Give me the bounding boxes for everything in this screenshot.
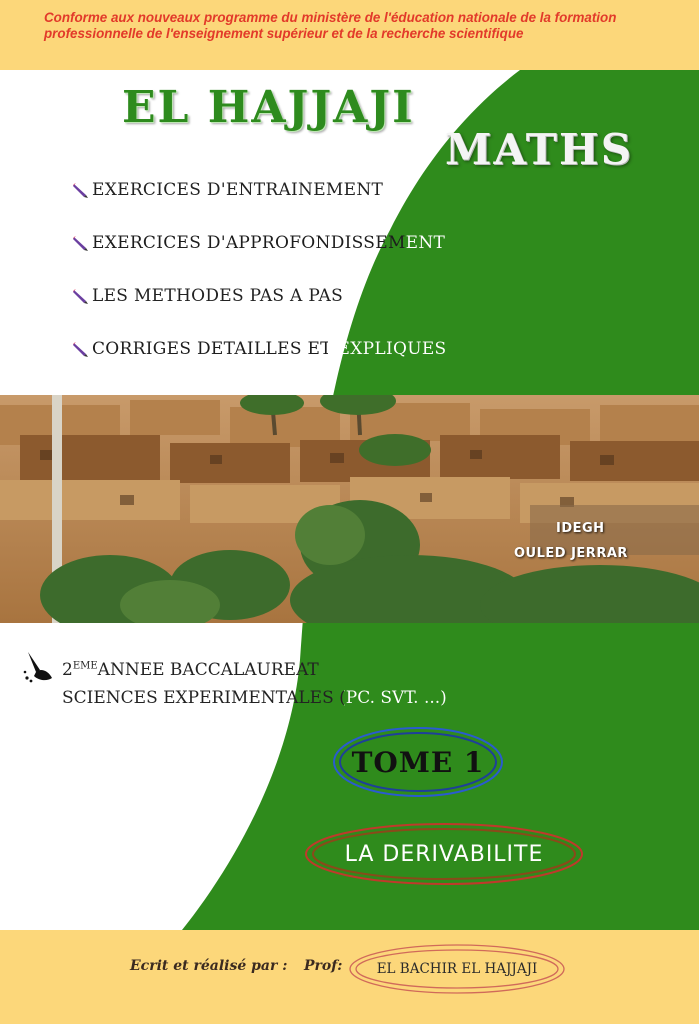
- chapter-badge: [304, 822, 584, 886]
- writing-hand-icon: [22, 648, 58, 684]
- photo-location-line-1: IDEGH: [556, 521, 605, 536]
- pen-icon: [72, 181, 90, 199]
- author-name: EL BACHIR EL HAJJAJI: [376, 961, 538, 977]
- chapter-title: LA DERIVABILITE: [344, 841, 544, 867]
- level-label: ANNEE BACCALAUREAT: [97, 660, 319, 680]
- prof-label: Prof:: [304, 958, 343, 974]
- level-line-2: SCIENCES EXPERIMENTALES (PC. SVT. ...): [62, 688, 447, 708]
- author-badge: [348, 943, 566, 995]
- header-band: [0, 0, 699, 70]
- bullet-label: EXERCICES D'APPROFONDISSEMENT: [92, 233, 446, 253]
- book-subtitle: MATHS: [445, 125, 634, 174]
- level-line-1: [62, 660, 319, 680]
- bullet-label: EXERCICES D'ENTRAINEMENT: [92, 180, 384, 200]
- level-suffix: EME: [72, 660, 98, 672]
- book-title: EL HAJJAJI: [122, 82, 415, 133]
- pen-icon: [72, 234, 90, 252]
- bullet-item: [72, 286, 343, 306]
- pen-icon: [72, 340, 90, 358]
- village-photo-illustration: [0, 395, 699, 623]
- level-number: 2: [62, 660, 73, 680]
- tome-badge: [332, 726, 504, 798]
- tome-label: TOME 1: [351, 745, 485, 779]
- bullet-item: [72, 339, 447, 359]
- bullet-item: [72, 233, 445, 253]
- photo-location-line-2: OULED JERRAR: [514, 546, 628, 561]
- bullet-item: [72, 180, 383, 200]
- header-line-2: professionnelle de l'enseignement supérieur et de la recherche scientifique: [44, 26, 524, 41]
- pen-icon: [72, 287, 90, 305]
- header-line-1: Conforme aux nouveaux programme du ministère de l'éducation nationale de la formation: [44, 10, 617, 25]
- credit-label: Ecrit et réalisé par :: [130, 958, 288, 974]
- bullet-label: LES METHODES PAS A PAS: [92, 286, 344, 306]
- village-photo: [0, 395, 699, 623]
- bullet-label: CORRIGES DETAILLES ET EXPLIQUES: [92, 339, 447, 359]
